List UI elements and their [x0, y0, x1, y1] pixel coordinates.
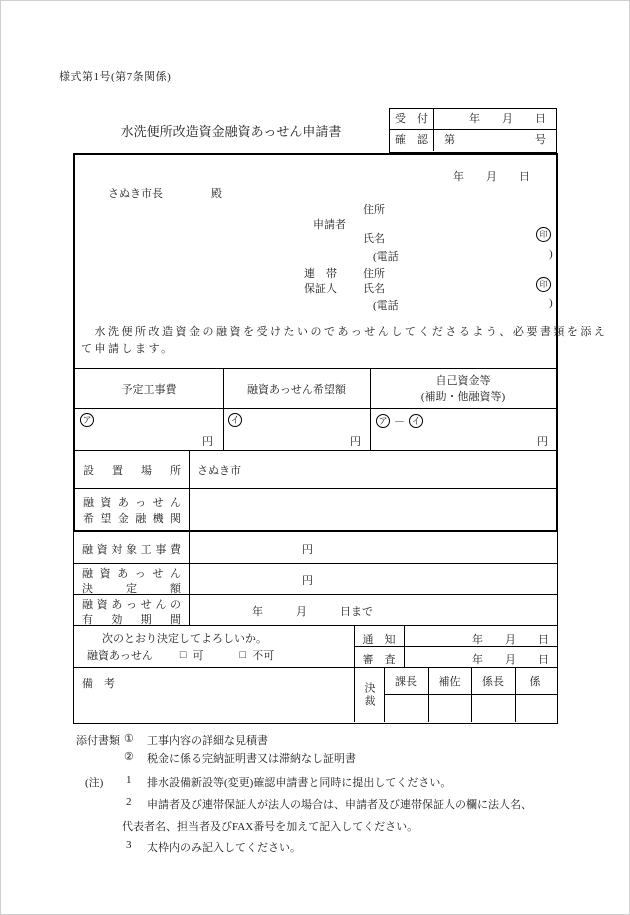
applicant-phone-field[interactable]: [415, 246, 540, 260]
confirm-suffix: 号: [535, 134, 546, 146]
notes-label: (注): [85, 777, 104, 789]
reject-checkbox-icon[interactable]: □: [239, 649, 247, 661]
guarantor-name-field[interactable]: [395, 278, 525, 292]
request-body-line1: 水洗便所改造資金の融資を受けたいのであっせんしてくださるよう、必要書類を添え: [81, 326, 608, 338]
approval-col-kacho: 課長: [395, 676, 417, 688]
location-label: 設置場所: [83, 465, 181, 477]
guarantor-role-line2: 保証人: [304, 283, 337, 295]
requested-amount-unit: 円: [350, 436, 361, 448]
applicant-address-label: 住所: [363, 204, 385, 216]
approval-label: 決裁: [363, 681, 375, 708]
own-funds-header-line2: (補助・他融資等): [420, 391, 506, 403]
grid-line: [189, 450, 190, 530]
page-title: 水洗便所改造資金融資あっせん申請書: [120, 124, 342, 139]
mark-a-icon: [80, 413, 94, 427]
minus-sign: －: [394, 416, 405, 428]
request-body-line2: て申請します。: [81, 343, 175, 355]
decision-options: [87, 647, 274, 663]
applicant-address-field[interactable]: [395, 199, 545, 213]
decision-question: 次のとおり決定してよろしいか。: [102, 633, 267, 645]
target-cost-unit: 円: [302, 544, 313, 556]
receipt-date-cell[interactable]: 年 月 日: [434, 109, 556, 130]
approval-stamp-hosa[interactable]: [428, 695, 471, 721]
grid-line: [75, 450, 556, 451]
guarantor-phone-field[interactable]: [415, 295, 540, 309]
form-number: 様式第1号(第7条関係): [59, 71, 172, 83]
attachment-2-num: ②: [124, 751, 134, 763]
attachment-1-text: 工事内容の詳細な見積書: [147, 735, 268, 747]
bank-label-line2: 希望金融機関: [83, 513, 181, 525]
decided-amount-label-line1: 融資あっせん: [82, 568, 181, 580]
approval-stamp-kakaricho[interactable]: [471, 695, 515, 721]
approve-checkbox-icon[interactable]: □: [179, 649, 187, 661]
decision-subject: 融資あっせん: [87, 650, 153, 662]
remarks-label: 備 考: [82, 678, 115, 690]
notice-label: 通 知: [362, 634, 396, 646]
note-3-text: 太枠内のみ記入してください。: [147, 842, 301, 854]
note-2-text-line2: 代表者名、担当者及びFAX番号を加えて記入してください。: [122, 821, 419, 833]
location-field[interactable]: [245, 455, 545, 483]
bank-field[interactable]: [195, 493, 545, 525]
reject-label: 不可: [252, 650, 275, 662]
applicant-phone-close: ): [549, 248, 553, 260]
applicant-phone-open: (電話: [373, 251, 399, 263]
decided-amount-field[interactable]: [204, 568, 299, 590]
approval-stamp-kakari[interactable]: [515, 695, 555, 721]
receipt-label: 受 付: [390, 109, 434, 130]
attachments-label: 添付書類: [76, 735, 120, 747]
planned-cost-unit: 円: [202, 436, 213, 448]
guarantor-phone-close: ): [549, 297, 553, 309]
confirm-prefix: 第: [444, 134, 455, 146]
remarks-field[interactable]: [82, 690, 342, 718]
notice-date-field[interactable]: 年 月 日: [472, 634, 549, 646]
guarantor-address-label: 住所: [363, 268, 385, 280]
decided-amount-unit: 円: [302, 575, 313, 587]
guarantor-address-field[interactable]: [395, 263, 545, 277]
own-funds-formula: [376, 413, 423, 429]
review-label: 審 査: [362, 654, 396, 666]
approve-label: 可: [192, 650, 204, 662]
mark-a-char: ア: [80, 413, 94, 427]
mark-b-char: イ: [409, 414, 423, 428]
applicant-name-label: 氏名: [363, 233, 385, 245]
target-cost-label: 融資対象工事費: [82, 544, 181, 556]
approval-col-kakaricho: 係長: [482, 676, 504, 688]
mark-a-char: ア: [376, 414, 390, 428]
approval-col-hosa: 補佐: [438, 676, 461, 688]
bank-label-line1: 融資あっせん: [83, 497, 181, 509]
valid-period-label-line2: 有効期間: [82, 614, 181, 626]
applicant-role-label: 申請者: [313, 219, 346, 231]
note-1-text: 排水設備新設等(変更)確認申請書と同時に提出してください。: [147, 777, 452, 789]
valid-period-field[interactable]: 年 月 日まで: [252, 606, 373, 618]
review-date-field[interactable]: 年 月 日: [472, 654, 549, 666]
decided-amount-label-line2: 決定額: [82, 583, 181, 595]
main-frame: [73, 153, 608, 532]
confirm-label: 確 認: [390, 130, 434, 151]
guarantor-phone-open: (電話: [373, 300, 399, 312]
applicant-seal-icon: [536, 227, 551, 242]
attachment-2-text: 税金に係る完納証明書又は滞納なし証明書: [147, 753, 356, 765]
planned-cost-header: 予定工事費: [121, 384, 177, 396]
grid-line: [74, 563, 557, 564]
valid-period-label-line1: 融資あっせんの: [82, 599, 181, 611]
own-funds-unit: 円: [537, 436, 548, 448]
grid-line: [75, 488, 556, 489]
target-cost-field[interactable]: [204, 537, 299, 559]
note-2-text: 申請者及び連帯保証人が法人の場合は、申請者及び連帯保証人の欄に法人名、: [147, 799, 532, 811]
confirm-number-cell[interactable]: [434, 130, 556, 151]
guarantor-seal-icon: [536, 277, 551, 292]
approval-stamp-kacho[interactable]: [384, 695, 428, 721]
approval-col-kakari: 係: [529, 676, 541, 688]
mark-b-char: イ: [228, 413, 242, 427]
guarantor-name-label: 氏名: [363, 283, 385, 295]
guarantor-role-line1: 連 帯: [304, 268, 337, 280]
grid-line: [75, 368, 556, 369]
honorific: 殿: [211, 188, 222, 200]
location-value[interactable]: さぬき市: [197, 465, 241, 477]
reception-box: [389, 108, 557, 153]
requested-amount-header: 融資あっせん希望額: [247, 384, 346, 396]
attachment-1-num: ①: [124, 733, 134, 745]
seal-char: 印: [539, 279, 548, 289]
note-1-num: 1: [126, 774, 132, 786]
grid-line: [75, 408, 556, 409]
addressee: さぬき市長: [108, 188, 163, 200]
mark-b-icon: [228, 413, 242, 427]
note-3-num: 3: [126, 839, 132, 851]
seal-char: 印: [539, 229, 548, 239]
grid-line: [189, 532, 190, 625]
office-table: [73, 532, 558, 724]
grid-line: [74, 667, 557, 668]
own-funds-header-line1: 自己資金等: [435, 375, 491, 387]
applicant-name-field[interactable]: [395, 228, 525, 242]
application-date-field[interactable]: 年 月 日: [453, 171, 530, 183]
note-2-num: 2: [126, 796, 132, 808]
